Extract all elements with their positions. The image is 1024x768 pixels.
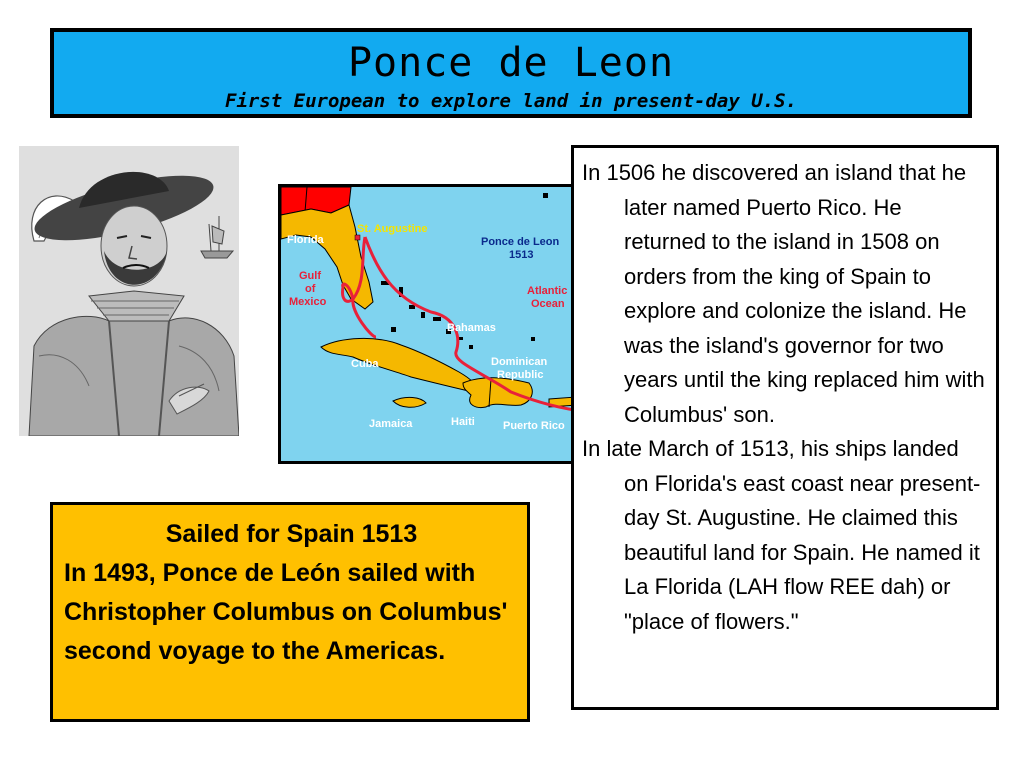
st-augustine-marker: [355, 235, 360, 240]
label-route: Ponce de Leon: [481, 236, 560, 248]
ponce-de-leon-portrait: [19, 146, 239, 436]
label-jamaica: Jamaica: [369, 418, 413, 430]
spain-body: In 1493, Ponce de León sailed with Christopher Columbus on Columbus' second voyage to the Americas.: [64, 559, 508, 665]
slide-subtitle: First European to explore land in present-day U.S.: [225, 90, 797, 112]
info-text-box: [571, 145, 999, 710]
spain-heading: Sailed for Spain 1513: [165, 520, 418, 548]
label-puerto-rico: Puerto Rico: [503, 420, 565, 432]
label-florida: Florida: [287, 234, 324, 246]
title-banner: [50, 28, 972, 118]
label-haiti: Haiti: [451, 416, 475, 428]
slide-title: Ponce de Leon: [347, 40, 675, 86]
label-st-augustine: St. Augustine: [357, 223, 428, 235]
label-atlantic-2: Ocean: [531, 298, 565, 310]
label-dominican-2: Republic: [497, 369, 544, 381]
label-cuba: Cuba: [351, 358, 379, 370]
label-dominican-1: Dominican: [491, 356, 548, 368]
voyage-map: [278, 184, 592, 464]
label-bahamas: Bahamas: [447, 322, 496, 334]
label-atlantic-1: Atlantic: [527, 285, 568, 297]
info-paragraph-1: In 1506 he discovered an island that he later named Puerto Rico. He returned to the island in 1508 on orders from the king of Spain to explore and colonize the island. He was the island's governor for two years until the king replaced him with Columbus' son.: [582, 160, 985, 427]
spain-voyage-box: [50, 502, 530, 722]
caribbean-map-graphic: [281, 187, 589, 461]
info-paragraph-2: In late March of 1513, his ships landed on Florida's east coast near present-day St. Augustine. He claimed this beautiful land for Spain. He named it La Florida (LAH flow REE dah) or "place of flowers.": [582, 436, 981, 634]
label-gulf-3: Mexico: [289, 296, 327, 308]
label-route-year: 1513: [509, 249, 534, 261]
label-gulf-2: of: [305, 283, 316, 295]
label-gulf-1: Gulf: [299, 270, 321, 282]
